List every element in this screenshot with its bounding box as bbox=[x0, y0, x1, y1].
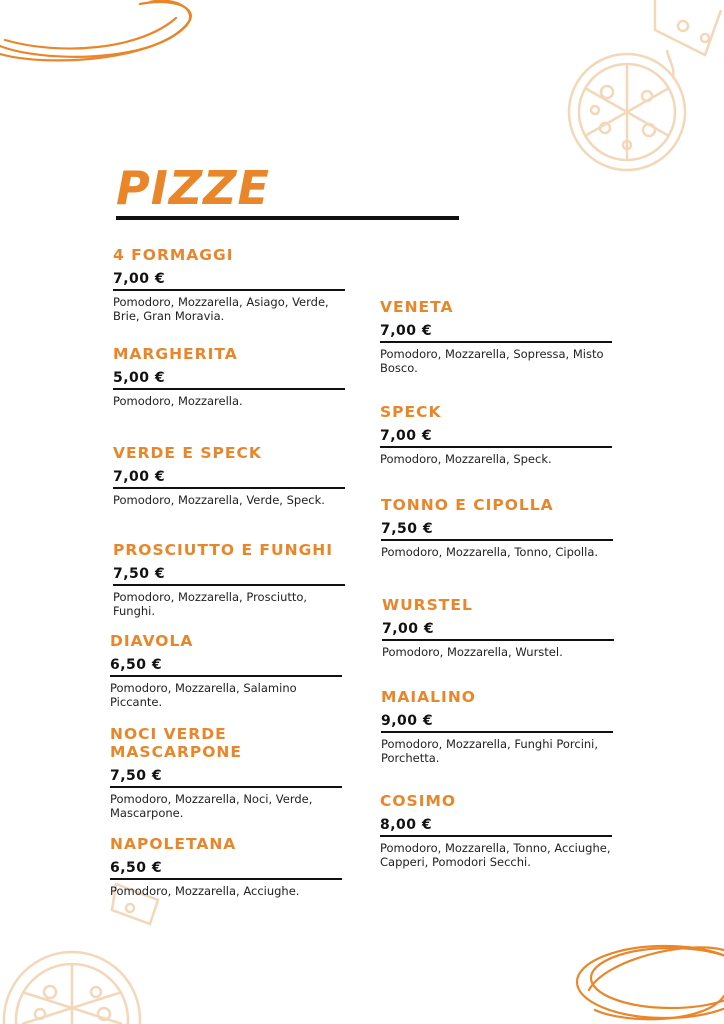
title-underline bbox=[116, 216, 459, 220]
menu-item bbox=[380, 792, 612, 869]
menu-item-description: Pomodoro, Mozzarella, Noci, Verde, Mascarpone. bbox=[110, 792, 313, 820]
menu-item bbox=[110, 725, 342, 820]
menu-item bbox=[110, 632, 342, 709]
scribble-top-left-decoration bbox=[0, 0, 200, 70]
menu-item bbox=[113, 345, 345, 408]
menu-item-description: Pomodoro, Mozzarella, Prosciutto, Funghi. bbox=[113, 590, 308, 618]
pizza-icon bbox=[0, 880, 180, 1024]
menu-item-price: 7,50 € bbox=[381, 521, 613, 541]
menu-item-name: NOCI VERDE MASCARPONE bbox=[110, 725, 242, 761]
menu-item-name: MAIALINO bbox=[381, 688, 476, 706]
menu-item-price: 6,50 € bbox=[110, 657, 342, 677]
menu-item-name: PROSCIUTTO E FUNGHI bbox=[113, 541, 334, 559]
menu-item-name: SPECK bbox=[380, 403, 442, 421]
menu-item-name: VERDE E SPECK bbox=[113, 444, 262, 462]
pizza-icon bbox=[555, 0, 724, 190]
menu-item-description: Pomodoro, Mozzarella, Sopressa, Misto Bosco. bbox=[380, 347, 604, 375]
menu-item-name: WURSTEL bbox=[382, 596, 473, 614]
menu-item-price: 7,50 € bbox=[110, 768, 342, 788]
menu-item-price: 9,00 € bbox=[381, 713, 613, 733]
menu-item-price: 6,50 € bbox=[110, 860, 342, 880]
menu-item-name: TONNO E CIPOLLA bbox=[381, 496, 554, 514]
menu-item bbox=[380, 403, 612, 466]
scribble-bottom-right-decoration bbox=[565, 920, 724, 1024]
menu-item-description: Pomodoro, Mozzarella, Salamino Piccante. bbox=[110, 681, 297, 709]
menu-item-description: Pomodoro, Mozzarella, Asiago, Verde, Brie, Gran Moravia. bbox=[113, 295, 329, 323]
menu-item-price: 7,00 € bbox=[380, 428, 612, 448]
menu-item bbox=[113, 444, 345, 507]
menu-item-description: Pomodoro, Mozzarella, Tonno, Cipolla. bbox=[381, 545, 599, 559]
menu-item-price: 5,00 € bbox=[113, 370, 345, 390]
menu-item bbox=[382, 596, 614, 659]
menu-item bbox=[380, 298, 612, 375]
menu-item bbox=[110, 835, 342, 898]
menu-item-description: Pomodoro, Mozzarella, Speck. bbox=[380, 452, 552, 466]
menu-item bbox=[381, 496, 613, 559]
page-title: PIZZE bbox=[116, 161, 270, 215]
menu-item-name: MARGHERITA bbox=[113, 345, 238, 363]
menu-item-name: VENETA bbox=[380, 298, 454, 316]
menu-item-price: 7,50 € bbox=[113, 566, 345, 586]
menu-item-price: 7,00 € bbox=[113, 469, 345, 489]
menu-item-name: 4 FORMAGGI bbox=[113, 246, 234, 264]
menu-item-description: Pomodoro, Mozzarella, Tonno, Acciughe, Capperi, Pomodori Secchi. bbox=[380, 841, 611, 869]
menu-item-description: Pomodoro, Mozzarella, Wurstel. bbox=[382, 645, 563, 659]
menu-item-price: 7,00 € bbox=[380, 323, 612, 343]
menu-item-price: 7,00 € bbox=[113, 271, 345, 291]
menu-item-name: DIAVOLA bbox=[110, 632, 194, 650]
menu-item-name: NAPOLETANA bbox=[110, 835, 237, 853]
menu-item-price: 7,00 € bbox=[382, 621, 614, 641]
menu-item-price: 8,00 € bbox=[380, 817, 612, 837]
menu-item-description: Pomodoro, Mozzarella, Funghi Porcini, Porchetta. bbox=[381, 737, 599, 765]
menu-item-description: Pomodoro, Mozzarella. bbox=[113, 394, 243, 408]
menu-item bbox=[381, 688, 613, 765]
menu-item bbox=[113, 541, 345, 618]
menu-item-description: Pomodoro, Mozzarella, Acciughe. bbox=[110, 884, 300, 898]
menu-item bbox=[113, 246, 345, 323]
menu-item-description: Pomodoro, Mozzarella, Verde, Speck. bbox=[113, 493, 325, 507]
menu-item-name: COSIMO bbox=[380, 792, 457, 810]
